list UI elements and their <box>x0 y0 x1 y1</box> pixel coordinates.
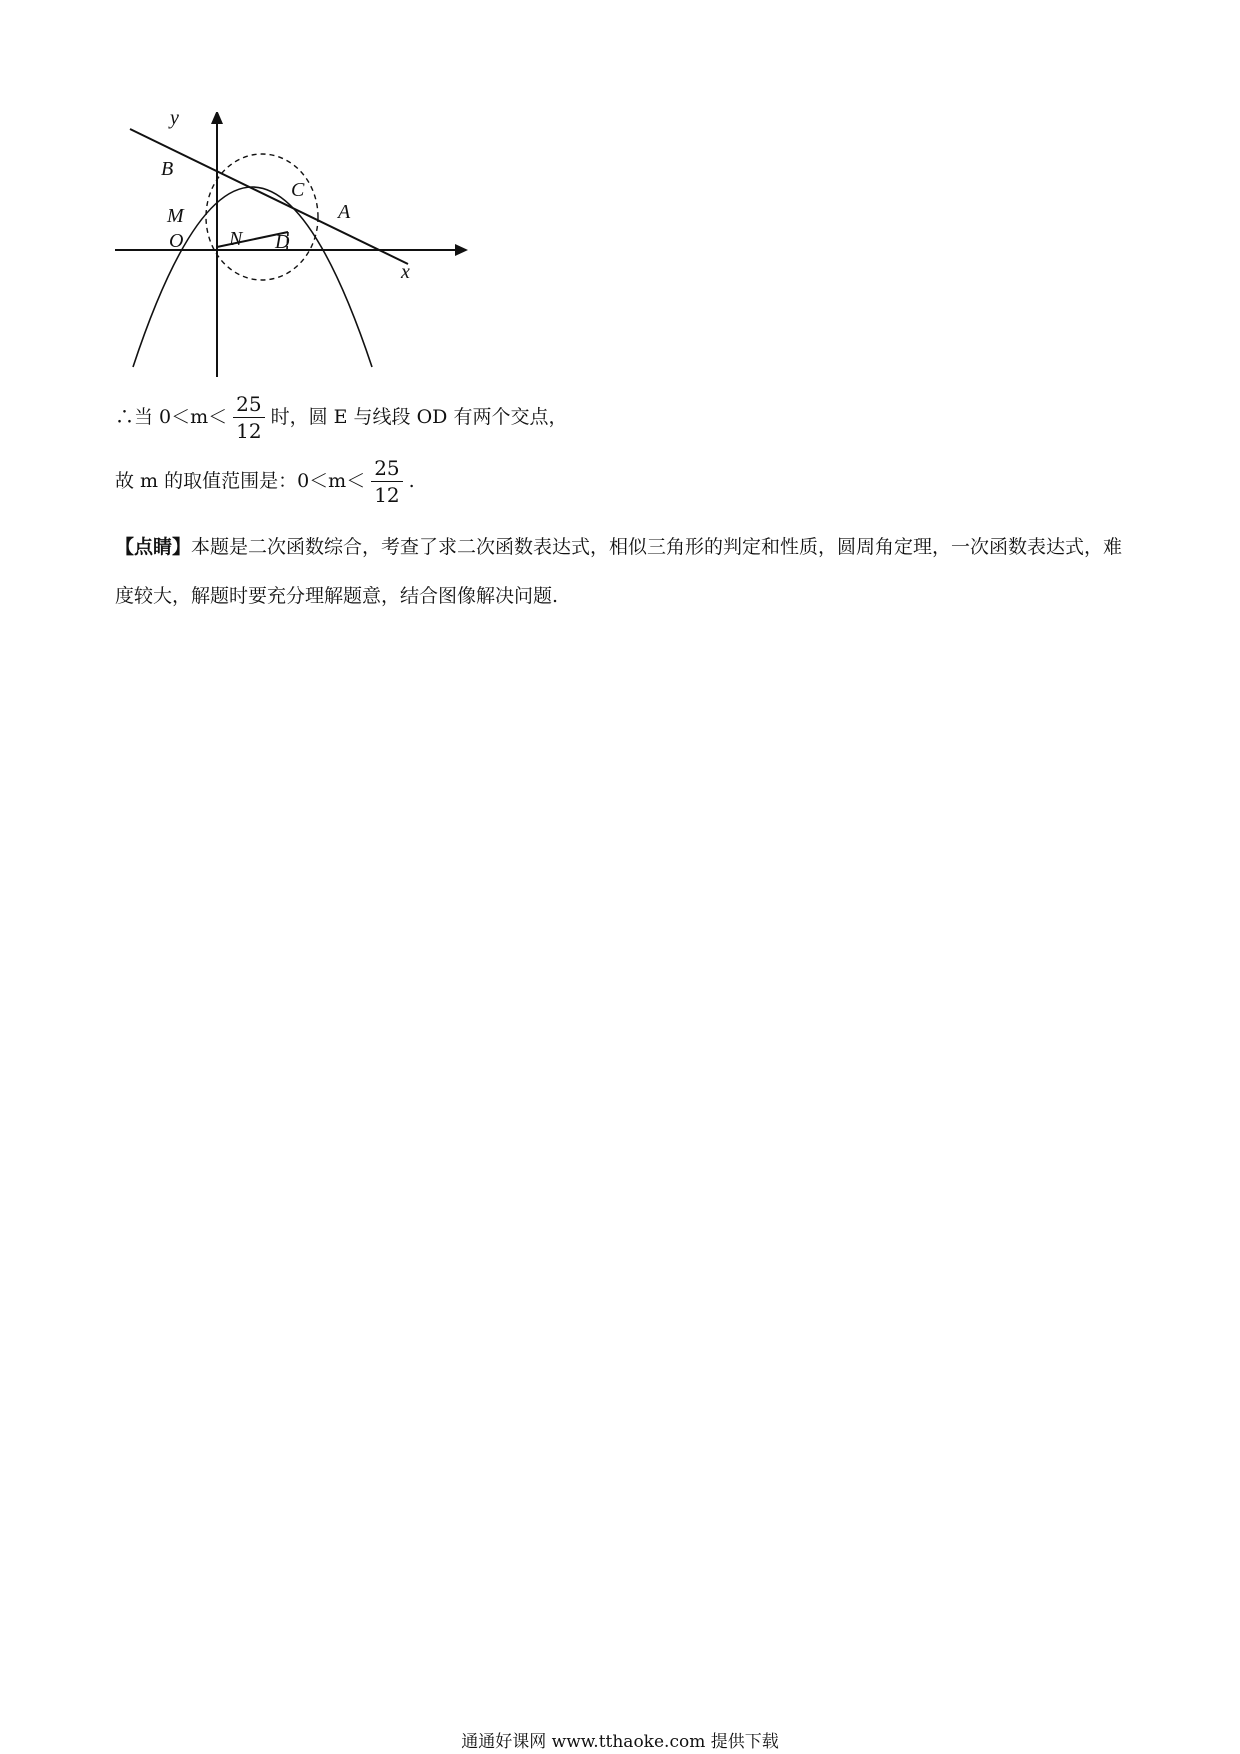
label-y: y <box>170 112 179 129</box>
label-n: N <box>229 228 243 250</box>
fraction-numerator: 25 <box>371 458 402 482</box>
page-footer: 通通好课网 www.tthaoke.com 提供下载 <box>461 1732 779 1752</box>
line1-suffix: 时，圆 E 与线段 OD 有两个交点， <box>270 406 568 428</box>
fraction-25-12 <box>371 458 402 505</box>
geometry-figure <box>110 112 470 382</box>
figure-svg <box>110 112 470 382</box>
line1-prefix: ∴当 0＜m＜ <box>115 406 228 428</box>
fraction-numerator: 25 <box>233 394 264 418</box>
label-o: O <box>169 230 184 252</box>
fraction-denominator: 12 <box>374 483 400 507</box>
y-axis-arrow <box>211 112 223 124</box>
line2-suffix: . <box>408 470 415 492</box>
fraction-denominator: 12 <box>236 419 262 443</box>
solution-line-2 <box>115 458 415 505</box>
label-b: B <box>161 158 174 180</box>
comment-paragraph <box>115 523 1135 621</box>
solution-line-1 <box>115 394 567 441</box>
fraction-25-12 <box>233 394 264 441</box>
x-axis-arrow <box>455 244 468 256</box>
comment-tag: 【点睛】 <box>115 536 192 558</box>
label-a: A <box>338 201 351 223</box>
label-x: x <box>401 261 410 283</box>
line2-prefix: 故 m 的取值范围是：0＜m＜ <box>115 470 366 492</box>
label-d: D <box>275 231 290 253</box>
label-m: M <box>167 205 184 227</box>
comment-text: 本题是二次函数综合，考查了求二次函数表达式，相似三角形的判定和性质，圆周角定理，一次函数表达式，难度较大，解题时要充分理解题意，结合图像解决问题. <box>115 536 1123 607</box>
label-c: C <box>291 179 305 201</box>
